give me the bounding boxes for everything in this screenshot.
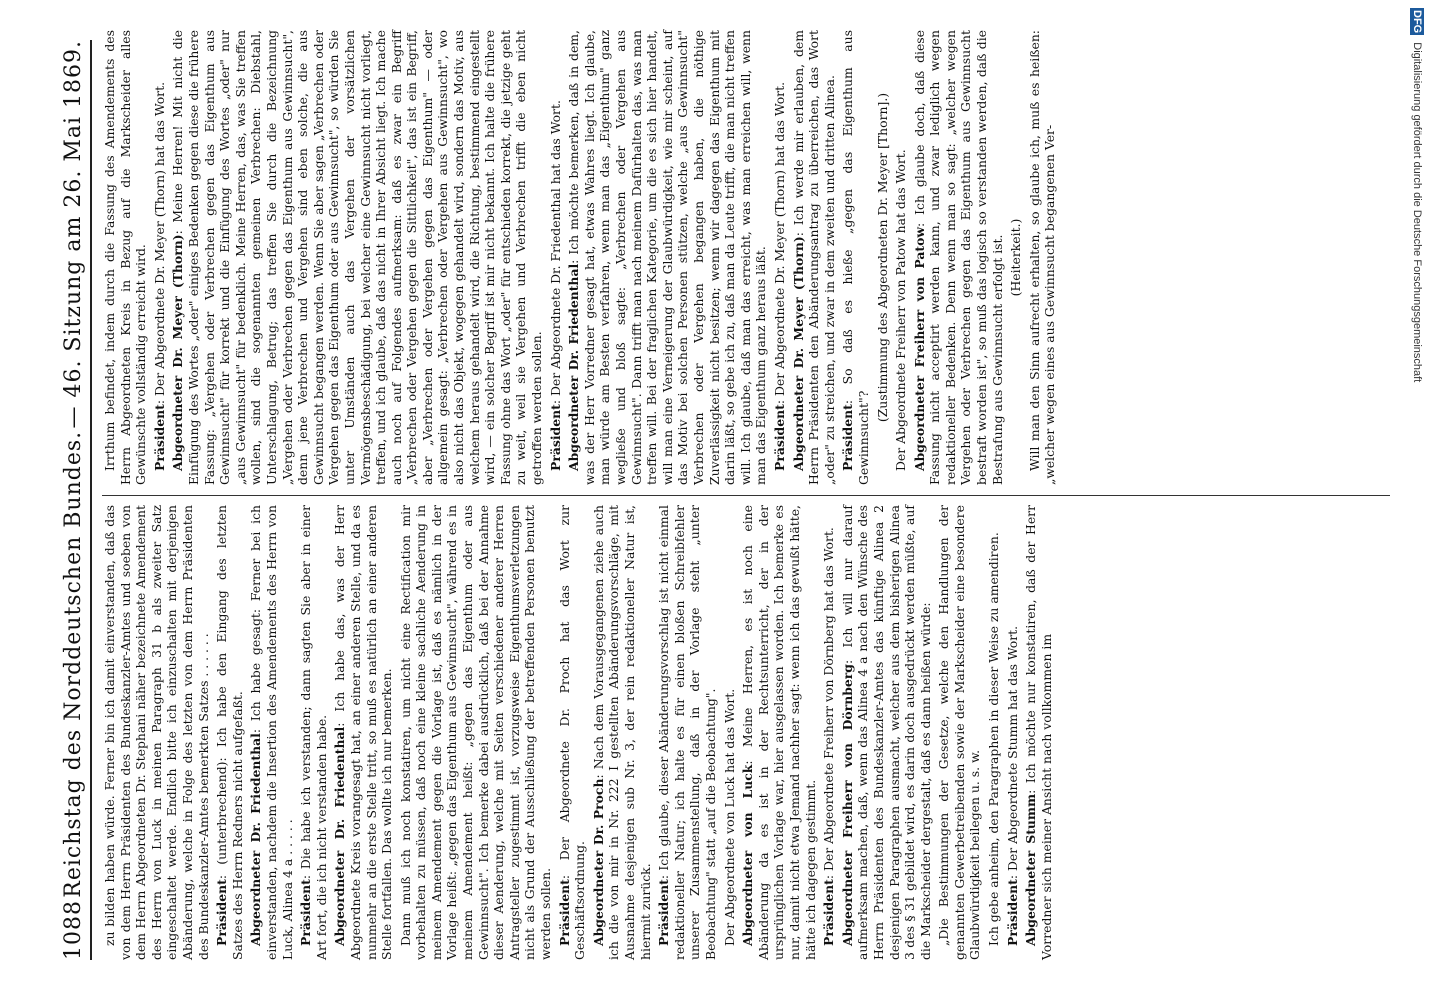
right-column (102, 30, 1390, 485)
paragraph-text: Ich will nur darauf aufmerksam machen, daß, wenn das Alinea 4 a nach den Wünsche des Herrn Präsidenten des Bundeskanzler-Amtes das künftige Alinea 2 desjenigen Paragraphen ausmacht, welcher aus dem bisherigen Alinea 3 des § 31 gebildet wird, es darin doch ausgedrückt werden müßte, auf die Markscheider dergestalt, daß es dann heißen würde: (839, 505, 933, 960)
paragraph (936, 505, 983, 960)
speaker-name: Präsident (214, 879, 230, 946)
paragraph-text: Der Abgeordnete von Luck hat das Wort. (721, 688, 737, 946)
scanned-page (20, 20, 1400, 980)
paragraph: Präsident: Der Abgeordnete Dr. Proch hat das Wort zur Geschäftsordnung. (556, 505, 588, 960)
paragraph: Abgeordneter Dr. Friedenthal: Ich möchte bemerken, daß in dem, was der Herr Vorredner gesagt hat, etwas Wahres liegt. Ich glaube, man würde am Besten verfahren, wenn man das „Eigenthum" ganz wegließe und bloß sagte: „Verbrechen oder Vergehen aus Gewinnsucht". Dann trifft man nach meinem Dafürhalten das, was man treffen will. Bei der fraglichen Kategorie, um die es sich hier handelt, will man eine Verneigerung der Glaubwürdigkeit, wie mir scheint, auf das Motiv bei solchen Personen stützen, welche „aus Gewinnsucht" Verbrechen oder Vergehen begangen haben, die nöthige Zuverlässigkeit nicht besitzen; wenn wir dagegen das Eigenthum mit darin läßt, so gebe ich zu, daß man da Leute trifft, die man nicht treffen will. Ich glaube, daß man das erreicht, was man erreichen will, wenn man das Eigenthum ganz heraus läßt. (566, 30, 769, 485)
paragraph-text: Ich möchte nur konstatiren, daß der Herr Vorredner sich meiner Ansicht nach vollkommen im (1023, 505, 1054, 960)
paragraph-text: Will man den Sinn aufrecht erhalten, so glaube ich, muß es heißen: „welcher wegen eines aus Gewinnsucht begangenen Ver- (1026, 30, 1058, 485)
speaker-name: Abgeordneter Dr. Proch (590, 778, 606, 946)
paragraph: Abgeordneter Dr. Proch: Nach dem Vorausgegangenen ziehe auch ich die von mir in Nr. 222 I gestellten Abänderungsvorschläge, mit Ausnahme desjenigen sub Nr. 3, der rein redaktioneller Natur ist, hiermit zurück. (590, 505, 653, 960)
paragraph: Präsident: Der Abgeordnete Dr. Meyer (Thorn) hat das Wort. (151, 81, 167, 471)
paragraph (722, 505, 738, 960)
speaker-name: Präsident (556, 879, 572, 946)
paragraph-text: Der Abgeordnete Dr. Meyer (Thorn) hat das Wort. (151, 81, 167, 397)
paragraph: Präsident: Ich glaube, dieser Abänderungsvorschlag ist nicht einmal redaktioneller Natur; ich halte es für einen bloßen Schreibfehler unserer Zusammenstellung, daß in der Vorlage steht „unter Beobachtung" statt „auf die Beobachtung". (656, 505, 718, 960)
paragraph: Abgeordneter Dr. Friedenthal: Ich habe das, was der Herr Abgeordnete Kreis vorangesagt hat, an einer anderen Stelle, und da es nunmehr an die erste Stelle tritt, so muß es natürlich an einer anderen Stelle fortfallen. Das wollte ich nur bemerken. (332, 504, 395, 960)
paragraph-text: Ich glaube doch, daß diese Fassung nicht acceptirt werden kann, und zwar lediglich wegen redaktioneller Bedenken. Denn wenn man so sagt: „welcher wegen Vergehen oder Verbrechen gegen das Eigenthum aus Gewinnsucht bestraft worden ist", so muß das logisch so verstanden werden, daß die Bestrafung aus Gewinnsucht erfolgt ist. (911, 30, 1005, 485)
dfg-logo: DFG (1411, 10, 1423, 34)
page-header (30, 40, 86, 960)
paragraph: Präsident: Der Abgeordnete Freiherr von Dörnberg hat das Wort. (821, 527, 837, 946)
paragraph-text: Nach dem Vorausgegangenen ziehe auch ich die von mir in Nr. 222 I gestellten Abänderungsvorschläge, mit Ausnahme desjenigen sub Nr. 3, der rein redaktioneller Natur ist, hiermit zurück. (590, 505, 653, 960)
digitization-note (1410, 8, 1426, 992)
paragraph-text: Der Abgeordnete Stumm hat das Wort. (1004, 625, 1020, 872)
paragraph-text: Ich werde mir erlauben, dem Herrn Präsidenten den Abänderungsantrag zu überreichen, das Wort „oder" zu streichen, und zwar in dem zweiten und dritten Alinea. (790, 30, 837, 485)
paragraph-text: Ich gebe anheim, den Paragraphen in dieser Weise zu amendiren. (986, 532, 1002, 946)
paragraph: Präsident: Der Abgeordnete Dr. Friedenthal hat das Wort. (547, 100, 563, 471)
speaker-name: Abgeordneter Dr. Friedenthal (248, 733, 264, 946)
paragraph-text: Ich habe gesagt: Ferner bei ich einverstanden, nachdem die Insertion des Amendements des Herrn von Luck, Alinea 4 a . . . . . (248, 505, 295, 960)
speaker-name: Präsident (821, 879, 837, 946)
speaker-name: Abgeordneter von Luck (740, 764, 756, 946)
paragraph: Präsident: Der Abgeordnete Dr. Meyer (Thorn) hat das Wort. (771, 81, 787, 471)
speaker-name: Abgeordneter Stumm (1023, 793, 1039, 946)
speaker-name: Präsident (547, 404, 563, 471)
speaker-name: Präsident (1004, 879, 1020, 946)
speaker-name: Abgeordneter Freiherr von Dörnberg (839, 664, 855, 946)
paragraph (1027, 30, 1058, 485)
paragraph-text: Ich glaube, dieser Abänderungsvorschlag ist nicht einmal redaktioneller Natur; ich halte es für einen bloßen Schreibfehler unserer Zusammenstellung, daß in der Vorlage steht „unter Beobachtung" statt „auf die Beobachtung". (656, 505, 718, 960)
paragraph (875, 30, 891, 485)
paragraph (102, 30, 149, 485)
paragraph: Abgeordneter Dr. Meyer (Thorn): Meine Herren! Mit nicht die Einfügung des Wortes „oder" einiges Bedenken gegen diese die frühere Fassung: „Vergehen oder Verbrechen gegen das Eigenthum aus Gewinnsucht" für korrekt und die Einfügung des Wortes „oder" nur „aus Gewinnsucht" für bedenklich. Meine Herren, das, was Sie treffen wollen, sind die sogenannten gemeinen Verbrechen: Diebstahl, Unterschlagung, Betrug; das treffen Sie durch die Bezeichnung „Vergehen oder Verbrechen gegen das Eigenthum aus Gewinnsucht", denn jene Verbrechen und Vergehen sind eben solche, die aus Gewinnsucht begangen werden. Wenn Sie aber sagen „Verbrechen oder Vergehen gegen das Eigenthum oder aus Gewinnsucht", so würden Sie unter Umständen auch das Vergehen der vorsätzlichen Vermögensbeschädigung, bei welcher eine Gewinnsucht nicht vorliegt, treffen, und ich glaube, daß das nicht in Ihrer Absicht liegt. Ich mache auch noch auf Folgendes aufmerksam: daß es zwar ein Begriff „Verbrechen oder Vergehen gegen die Sittlichkeit", das ist ein Begriff, aber „Verbrechen oder Vergehen gegen das Eigenthum" — oder allgemein gesagt: „Verbrechen oder Vergehen aus Gewinnsucht", wo also nicht das Objekt, wogegen gehandelt wird, sondern das Motiv, aus welchem heraus gehandelt wird, die Richtung, bestimmend eingestellt wird, — ein solcher Begriff ist mir nicht bekannt. Ich halte die frühere Fassung ohne das Wort „oder" für entschieden korrekt, die jetzige geht zu weit, weil sie Vergehen und Verbrechen trifft die eben nicht getroffen werden sollen. (170, 30, 545, 485)
paragraph-text: Der Abgeordnete Freiherr von Patow hat das Wort. (893, 149, 909, 471)
left-column (102, 505, 1390, 960)
paragraph: Präsident: Der Abgeordnete Stumm hat das Wort. (1004, 625, 1020, 946)
paragraph-text: Der Abgeordnete Freiherr von Dörnberg hat das Wort. (821, 527, 837, 872)
paragraph (398, 505, 554, 960)
speaker-name: Abgeordneter Dr. Friedenthal (566, 263, 582, 471)
paragraph-text: „Die Bestimmungen der Gesetze, welche den Handlungen der genannten Gewerbetreibenden sowie der Markscheider eine besondere Glaubwürdigkeit beilegen u. s. w. (936, 505, 983, 960)
paragraph-text: Der Abgeordnete Dr. Meyer (Thorn) hat das Wort. (771, 81, 787, 397)
paragraph: Präsident: So daß es hieße „gegen das Eigenthum aus Gewinnsucht"? (840, 30, 871, 485)
paragraph: Präsident: Die habe ich verstanden; dann sagten Sie aber in einer Art fort, die ich nicht verstanden habe. (298, 505, 329, 960)
digitization-text: Digitalisierung gefördert durch die Deutsche Forschungsgemeinschaft (1411, 42, 1423, 383)
speaker-name: Präsident (656, 879, 672, 946)
speaker-name: Abgeordneter Dr. Friedenthal (332, 726, 348, 946)
paragraph-text: (unterbrechend): Ich habe den Eingang des letzten Satzes des Herrn Redners nicht aufgefaßt. (214, 505, 245, 960)
paragraph: Präsident: (unterbrechend): Ich habe den Eingang des letzten Satzes des Herrn Redners nicht aufgefaßt. (214, 505, 245, 960)
paragraph (1008, 30, 1024, 485)
paragraph-text: Irrthum befindet, indem durch die Fassung des Amendements des Herrn Abgeordneten Kreis in Bezug auf die Markscheider alles Gewünschte vollständig erreicht wird. (102, 30, 149, 485)
left-running-title: Reichstag des Norddeutschen Bundes. (61, 430, 86, 898)
paragraph-text: Der Abgeordnete Dr. Friedenthal hat das Wort. (547, 100, 563, 397)
paragraph-text: Ich möchte bemerken, daß in dem, was der Herr Vorredner gesagt hat, etwas Wahres liegt. Ich glaube, man würde am Besten verfahren, wenn man das „Eigenthum" ganz wegließe und bloß sagte: „Verbrechen oder Vergehen aus Gewinnsucht". Dann trifft man nach meinem Dafürhalten das, was man treffen will. Bei der fraglichen Kategorie, um die es sich hier handelt, will man eine Verneigerung der Glaubwürdigkeit, wie mir scheint, auf das Motiv bei solchen Personen stützen, welche „aus Gewinnsucht" Verbrechen oder Vergehen begangen haben, die nöthige Zuverlässigkeit nicht besitzen; wenn wir dagegen das Eigenthum mit darin läßt, so gebe ich zu, daß man da Leute trifft, die man nicht treffen will. Ich glaube, daß man das erreicht, was man erreichen will, wenn man das Eigenthum ganz heraus läßt. (566, 30, 769, 485)
paragraph-text: Meine Herren, es ist noch eine Abänderung da es ist in der Rechtsunterricht, der in der ursprünglichen Vorlage war, hier ausgelassen worden. Ich bemerke es nur, damit nicht etwa Jemand nachher sagt: wenn ich das gewußt hätte, hätte ich dagegen gestimmt. (740, 505, 818, 960)
paragraph-text: (Zustimmung des Abgeordneten Dr. Meyer [Thorn].) (874, 92, 890, 423)
paragraph: Abgeordneter Freiherr von Dörnberg: Ich will nur darauf aufmerksam machen, daß, wenn das Alinea 4 a nach den Wünsche des Herrn Präsidenten des Bundeskanzler-Amtes das künftige Alinea 2 desjenigen Paragraphen ausmacht, welcher aus dem bisherigen Alinea 3 des § 31 gebildet wird, es darin doch ausgedrückt werden müßte, auf die Markscheider dergestalt, daß es dann heißen würde: (839, 505, 933, 960)
paragraph-text: Ich habe das, was der Herr Abgeordnete Kreis vorangesagt hat, an einer anderen Stelle, und da es nunmehr an die erste Stelle tritt, so muß es natürlich an einer anderen Stelle fortfallen. Das wollte ich nur bemerken. (332, 504, 395, 960)
paragraph: Abgeordneter Freiherr von Patow: Ich glaube doch, daß diese Fassung nicht acceptirt werden kann, und zwar lediglich wegen redaktioneller Bedenken. Denn wenn man so sagt: „welcher wegen Vergehen oder Verbrechen gegen das Eigenthum aus Gewinnsucht bestraft worden ist", so muß das logisch so verstanden werden, daß die Bestrafung aus Gewinnsucht erfolgt ist. (911, 30, 1005, 485)
paragraph-text: (Heiterkeit.) (1008, 218, 1024, 297)
speaker-name: Präsident (840, 404, 856, 471)
paragraph (102, 505, 211, 960)
paragraph-text: So daß es hieße „gegen das Eigenthum aus Gewinnsucht"? (840, 30, 871, 485)
speaker-name: Abgeordneter Freiherr von Patow (911, 226, 927, 471)
speaker-name: Präsident (151, 404, 167, 471)
header-rule (90, 40, 92, 960)
right-running-title: — 46. Sitzung am 26. Mai 1869. (61, 40, 86, 429)
paragraph: Abgeordneter Dr. Meyer (Thorn): Ich werde mir erlauben, dem Herrn Präsidenten den Abänderungsantrag zu überreichen, das Wort „oder" zu streichen, und zwar in dem zweiten und dritten Alinea. (790, 30, 837, 485)
paragraph: Abgeordneter Stumm: Ich möchte nur konstatiren, daß der Herr Vorredner sich meiner Ansicht nach vollkommen im (1023, 505, 1054, 960)
speaker-name: Präsident (771, 404, 787, 471)
paragraph-text: Dann muß ich noch konstatiren, um nicht eine Rectification mir vorbehalten zu müssen, daß noch eine kleine sachliche Aenderung in meinem Amendement gegen die Vorlage ist, daß es nämlich in der Vorlage heißt: „gegen das Eigenthum aus Gewinnsucht", während es in meinem Amendement heißt: „gegen das Eigenthum oder aus Gewinnsucht". Ich bemerke dabei ausdrücklich, daß bei der Annahme dieser Aenderung, welche mit Seiten verschiedener anderer Herren Antragsteller zugestimmt ist, vorzugsweise Eigenthumsverletzungen nicht als Grund der Ausschließung der betreffenden Personen benutzt werden sollen. (397, 505, 554, 960)
paragraph-text: Die habe ich verstanden; dann sagten Sie aber in einer Art fort, die ich nicht verstanden habe. (298, 505, 329, 960)
paragraph (986, 505, 1002, 960)
paragraph: Abgeordneter Dr. Friedenthal: Ich habe gesagt: Ferner bei ich einverstanden, nachdem die Insertion des Amendements des Herrn von Luck, Alinea 4 a . . . . . (248, 505, 295, 960)
speaker-name: Präsident (298, 879, 314, 946)
speaker-name: Abgeordneter Dr. Meyer (Thorn) (170, 234, 186, 471)
paragraph-text: Der Abgeordnete Dr. Proch hat das Wort zur Geschäftsordnung. (556, 505, 588, 960)
speaker-name: Abgeordneter Dr. Meyer (Thorn) (790, 236, 806, 471)
column-divider (102, 495, 1390, 496)
paragraph: Abgeordneter von Luck: Meine Herren, es ist noch eine Abänderung da es ist in der Rechtsunterricht, der in der ursprünglichen Vorlage war, hier ausgelassen worden. Ich bemerke es nur, damit nicht etwa Jemand nachher sagt: wenn ich das gewußt hätte, hätte ich dagegen gestimmt. (740, 505, 818, 960)
paragraph-text: Meine Herren! Mit nicht die Einfügung des Wortes „oder" einiges Bedenken gegen diese die frühere Fassung: „Vergehen oder Verbrechen gegen das Eigenthum aus Gewinnsucht" für korrekt und die Einfügung des Wortes „oder" nur „aus Gewinnsucht" für bedenklich. Meine Herren, das, was Sie treffen wollen, sind die sogenannten gemeinen Verbrechen: Diebstahl, Unterschlagung, Betrug; das treffen Sie durch die Bezeichnung „Vergehen oder Verbrechen gegen das Eigenthum aus Gewinnsucht", denn jene Verbrechen und Vergehen sind eben solche, die aus Gewinnsucht begangen werden. Wenn Sie aber sagen „Verbrechen oder Vergehen gegen das Eigenthum oder aus Gewinnsucht", so würden Sie unter Umständen auch das Vergehen der vorsätzlichen Vermögensbeschädigung, bei welcher eine Gewinnsucht nicht vorliegt, treffen, und ich glaube, daß das nicht in Ihrer Absicht liegt. Ich mache auch noch auf Folgendes aufmerksam: daß es zwar ein Begriff „Verbrechen oder Vergehen gegen die Sittlichkeit", das ist ein Begriff, aber „Verbrechen oder Vergehen gegen das Eigenthum" — oder allgemein gesagt: „Verbrechen oder Vergehen aus Gewinnsucht", wo also nicht das Objekt, wogegen gehandelt wird, sondern das Motiv, aus welchem heraus gehandelt wird, die Richtung, bestimmend eingestellt wird, — ein solcher Begriff ist mir nicht bekannt. Ich halte die frühere Fassung ohne das Wort „oder" für entschieden korrekt, die jetzige geht zu weit, weil sie Vergehen und Verbrechen trifft die eben nicht getroffen werden sollen. (170, 30, 545, 485)
paragraph (893, 30, 909, 485)
page-number: 1088 (61, 900, 86, 960)
paragraph-text: zu bilden haben würde. Ferner bin ich damit einverstanden, daß das von dem Herrn Präsidenten des Bundeskanzler-Amtes und soeben von dem Herrn Abgeordneten Dr. Stephani näher bezeichnete Amendement des Herrn von Luck in meinen Paragraph 31 b als zweiter Satz eingeschaltet werde. Endlich bitte ich einzuschalten mit derjenigen Abänderung, welche in Folge des letzten von dem Herrn Präsidenten des Bundeskanzler-Amtes bemerkten Satzes . . . . . . (102, 505, 211, 960)
